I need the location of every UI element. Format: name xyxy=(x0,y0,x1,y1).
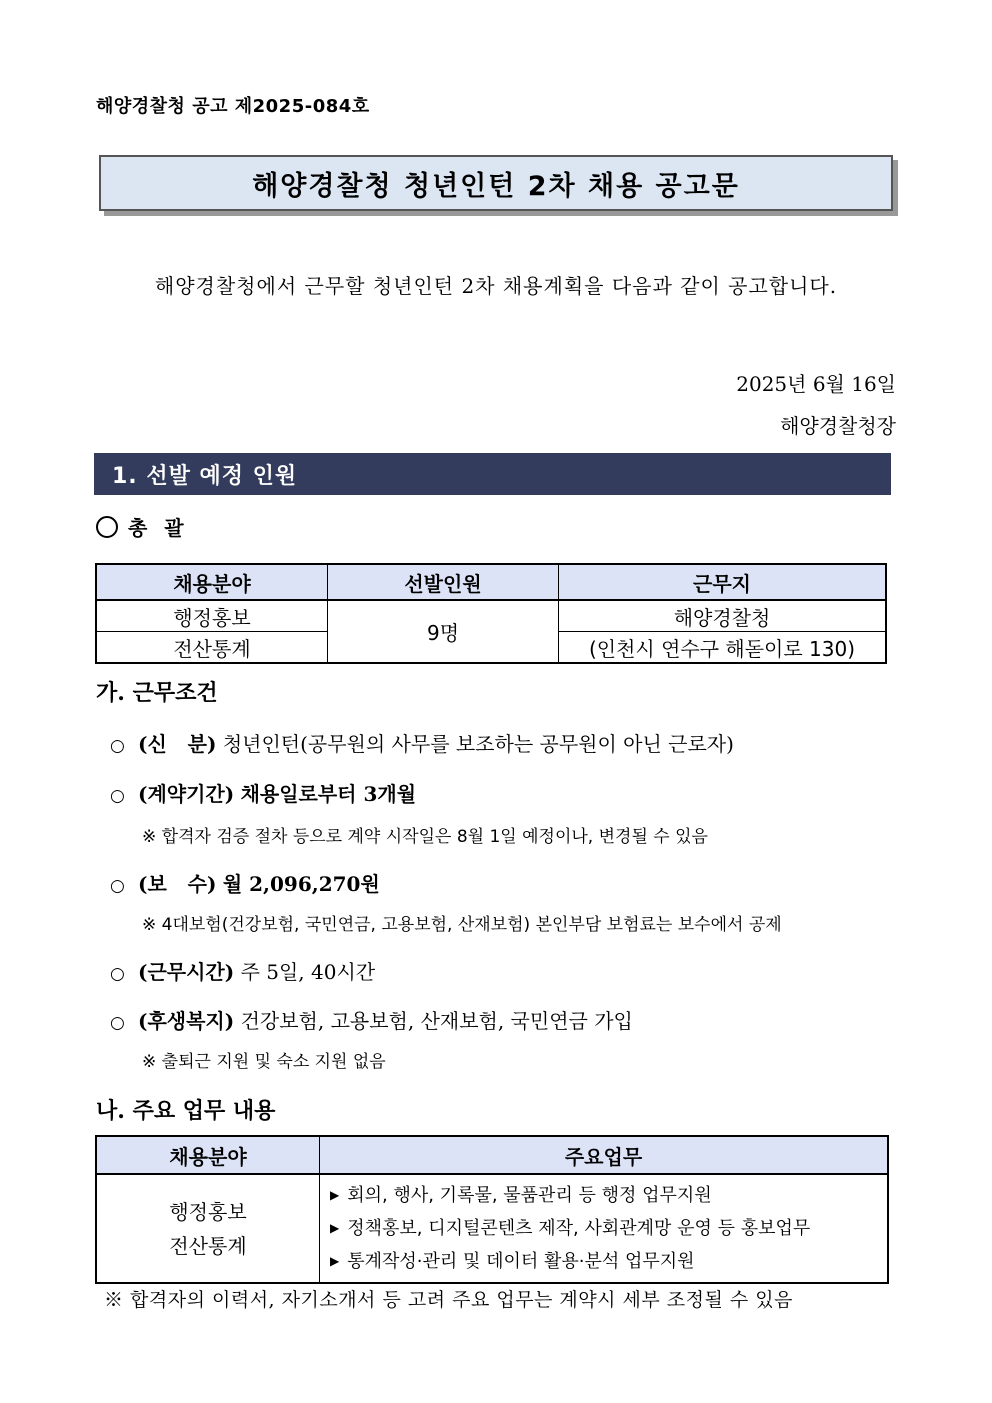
header-field: 채용분야 xyxy=(96,564,328,600)
header-duties: 주요업무 xyxy=(320,1136,889,1174)
page-title: 해양경찰청 청년인턴 2차 채용 공고문 xyxy=(252,170,740,202)
condition-text: 주 5일, 40시간 xyxy=(240,960,376,984)
table-header-row xyxy=(96,1136,888,1174)
condition-text: 청년인턴(공무원의 사무를 보조하는 공무원이 아닌 근로자) xyxy=(222,732,734,756)
duty-tasks-cell xyxy=(320,1174,889,1283)
field-line2: 전산통계 xyxy=(169,1233,247,1258)
bullet: ○ xyxy=(110,736,125,756)
intro-text: 해양경찰청에서 근무할 청년인턴 2차 채용계획을 다음과 같이 공고합니다. xyxy=(154,274,838,298)
table-row xyxy=(96,1174,888,1283)
duties-heading: 나. 주요 업무 내용 xyxy=(96,1098,276,1124)
bullet: ○ xyxy=(110,786,125,806)
condition-item-pay xyxy=(110,868,380,897)
header-count: 선발인원 xyxy=(328,564,559,600)
duties-table xyxy=(95,1135,889,1284)
recruitment-table xyxy=(95,563,887,664)
footnote: ※ 합격자의 이력서, 자기소개서 등 고려 주요 업무는 계약시 세부 조정될 수 있음 xyxy=(104,1289,793,1311)
field-line1: 행정홍보 xyxy=(169,1199,247,1224)
condition-text: 채용일로부터 3개월 xyxy=(240,782,417,806)
task-text: 통계작성·관리 및 데이터 활용·분석 업무지원 xyxy=(347,1251,695,1272)
section-header-1 xyxy=(94,453,891,495)
condition-label: (근무시간) xyxy=(138,960,235,984)
list-item xyxy=(330,1212,877,1245)
triangle-bullet-icon: ▶ xyxy=(330,1221,340,1235)
condition-note-pay: ※ 4대보험(건강보험, 국민연금, 고용보험, 산재보험) 본인부담 보험료는 보수에서 공제 xyxy=(142,915,782,935)
circle-bullet-icon xyxy=(96,516,118,538)
table-header-row xyxy=(96,564,886,600)
overview-label: 총 괄 xyxy=(128,516,185,540)
condition-note-welfare: ※ 출퇴근 지원 및 숙소 지원 없음 xyxy=(142,1052,386,1072)
notice-number: 해양경찰청 공고 제2025-084호 xyxy=(96,96,370,117)
overview-heading xyxy=(96,512,185,541)
place-line1: 해양경찰청 xyxy=(559,600,887,632)
field-line1: 행정홍보 xyxy=(96,600,328,632)
field-line2: 전산통계 xyxy=(96,632,328,664)
condition-text: 건강보험, 고용보험, 산재보험, 국민연금 가입 xyxy=(240,1009,633,1033)
condition-label: (후생복지) xyxy=(138,1009,235,1033)
conditions-heading: 가. 근무조건 xyxy=(96,680,218,706)
condition-label: (보 수) xyxy=(138,872,217,896)
bullet: ○ xyxy=(110,964,125,984)
bullet: ○ xyxy=(110,876,125,896)
duty-field-cell xyxy=(96,1174,320,1283)
task-text: 회의, 행사, 기록물, 물품관리 등 행정 업무지원 xyxy=(347,1185,712,1206)
header-place: 근무지 xyxy=(559,564,887,600)
header-field: 채용분야 xyxy=(96,1136,320,1174)
condition-item-status xyxy=(110,728,734,757)
section-title: 1. 선발 예정 인원 xyxy=(112,463,298,489)
task-text: 정책홍보, 디지털콘텐츠 제작, 사회관계망 운영 등 홍보업무 xyxy=(347,1218,811,1239)
place-line2: (인천시 연수구 해돋이로 130) xyxy=(559,632,887,664)
condition-label: (신 분) xyxy=(138,732,217,756)
issuer: 해양경찰청장 xyxy=(780,414,896,438)
condition-item-welfare xyxy=(110,1005,633,1034)
recruit-count: 9명 xyxy=(328,600,559,663)
notice-date: 2025년 6월 16일 xyxy=(736,372,896,396)
triangle-bullet-icon: ▶ xyxy=(330,1188,340,1202)
triangle-bullet-icon: ▶ xyxy=(330,1254,340,1268)
condition-item-contract xyxy=(110,778,416,807)
condition-text: 월 2,096,270원 xyxy=(222,872,380,896)
table-row xyxy=(96,600,886,632)
condition-item-hours xyxy=(110,956,375,985)
bullet: ○ xyxy=(110,1013,125,1033)
list-item xyxy=(330,1245,877,1278)
list-item xyxy=(330,1179,877,1212)
condition-note-contract: ※ 합격자 검증 절차 등으로 계약 시작일은 8월 1일 예정이나, 변경될 수 있음 xyxy=(142,827,708,847)
title-box xyxy=(99,155,893,211)
condition-label: (계약기간) xyxy=(138,782,235,806)
